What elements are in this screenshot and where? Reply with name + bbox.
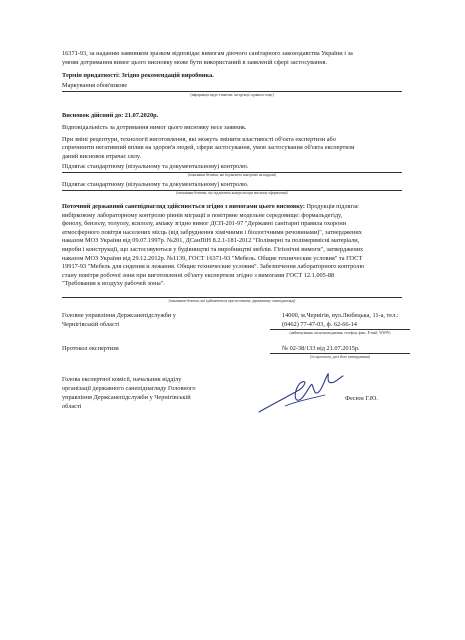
supervision-heading-rest: Продукція підлягає bbox=[306, 203, 359, 210]
commission-line-3: управління Держсанепідслужби у Чернігівській bbox=[62, 394, 191, 401]
intro-line-1: 16371-93, за наданим заявником зразком відповідає вимогам діючого санітарного законодавства України і за bbox=[62, 50, 353, 57]
supervision-line-1 bbox=[62, 203, 359, 211]
purpose-text: Маркування обов'язкове bbox=[62, 82, 128, 89]
control-line-2: Підлягає стандартному (візуальному та документальному) контролю. bbox=[62, 181, 249, 188]
authority-line-2: Чернігівській області bbox=[62, 321, 120, 328]
protocol-label: Протокол експертизи bbox=[62, 345, 119, 352]
supervision-line-4: атмосферного повітря населених місць (від забруднення хімічними і біологічними речовинами)", затверджених bbox=[62, 229, 362, 236]
control-caption-2: (показники безпеки, що підлягають контролю при митному оформленні) bbox=[176, 191, 288, 195]
validity-line-1: Відповідальність за дотримання вимог цього висновку несе заявник. bbox=[62, 124, 247, 131]
supervision-line-8: 19917-93 "Мебель для сидения и лежания. Общие технические условия". Забезпечення лабораторного контролю bbox=[62, 263, 365, 270]
signatory-name: Фесюн Г.Ю. bbox=[345, 395, 378, 402]
purpose-caption: (інформація щодо етикетки, інструкції, правила тощо) bbox=[190, 93, 274, 97]
supervision-heading: Поточний державний санепіднагляд здійснюється згідно з вимогами цього висновку: bbox=[62, 203, 305, 210]
commission-line-2: організації державного санепіднагляду Головного bbox=[62, 385, 196, 392]
control-line-1: Підлягає стандартному (візуальному та документальному) контролю. bbox=[62, 163, 249, 170]
intro-line-2: умови дотримання вимог цього висновку може бути використаний в заявленій сфері застосування. bbox=[62, 59, 328, 66]
supervision-line-7: наказом МОЗ України від 29.12.2012р. №1139, ГОСТ 16371-93 "Мебель. Общие технические условия" та ГОСТ bbox=[62, 255, 363, 262]
control-caption-1: (показники безпеки, які підлягають контролю на кордоні) bbox=[187, 173, 277, 177]
supervision-line-5: наказом МОЗ України від 09.07.1997р. №201, ДСанПіН 8.2.1-181-2012 "Полімерні та полімервмісні матеріали, bbox=[62, 237, 360, 244]
address-line-2: (0462) 77-47-03, ф. 62-66-14 bbox=[282, 321, 357, 328]
supervision-line-9: стану повітря робочої зони при виготовленні об'єкту експертизи згідно з вимогами ГОСТ 12.1.005-88 bbox=[62, 272, 335, 279]
supervision-line-6: вироби і конструкції, що застосовуються у будівництві та виробництві меблів. Гігієнічні вимоги", затверджених bbox=[62, 246, 364, 253]
purpose-heading: Термін придатності: Згідно рекомендацій виробника. bbox=[62, 72, 214, 79]
commission-line-1: Голова експертної комісії, начальник відділу bbox=[62, 376, 182, 383]
supervision-line-2: вибірковому лабораторному контролю рівнів міграції в повітряне модельне середовище: формальдегіду, bbox=[62, 212, 343, 219]
validity-heading: Висновок дійсний до: 21.07.2020р. bbox=[62, 112, 159, 119]
authority-line-1: Головне управління Держсанепідслужби у bbox=[62, 312, 176, 319]
purpose-underline bbox=[62, 91, 402, 92]
validity-line-4: даний висновок втрачає силу. bbox=[62, 153, 142, 160]
supervision-line-10: "Требования к воздуху рабочей зоны". bbox=[62, 280, 165, 287]
supervision-line-3: фенолу, бензолу, толуолу, ксилолу, аміаку згідно вимог ДСП-201-97 "Державні санітарні правила охорони bbox=[62, 220, 347, 227]
address-underline bbox=[270, 329, 410, 330]
validity-line-2: При зміні рецептури, технології виготовлення, які можуть змінити властивості об'єкта експертизи або bbox=[62, 136, 336, 143]
address-line-1: 14000, м.Чернігів, вул.Любецька, 11-а, тел.: bbox=[282, 312, 399, 319]
commission-line-4: області bbox=[62, 403, 82, 410]
protocol-caption: (№ протоколу, дата його затвердження) bbox=[310, 355, 370, 359]
supervision-underline bbox=[62, 297, 402, 298]
address-caption: (найменування, місцезнаходження, телефон, факс, E-mail, WWW) bbox=[289, 331, 391, 335]
protocol-number: № 02-38/133 від 21.07.2015р. bbox=[282, 345, 360, 352]
supervision-caption: (показники безпеки, які здійснюються при поточному державному санепіднагляді) bbox=[168, 299, 296, 303]
protocol-underline bbox=[270, 353, 410, 354]
handwritten-signature bbox=[255, 368, 345, 418]
validity-line-3: спричинити негативний вплив на здоров'я людей, сфери застосування, умов застосування об'єкта експертизи bbox=[62, 144, 355, 151]
